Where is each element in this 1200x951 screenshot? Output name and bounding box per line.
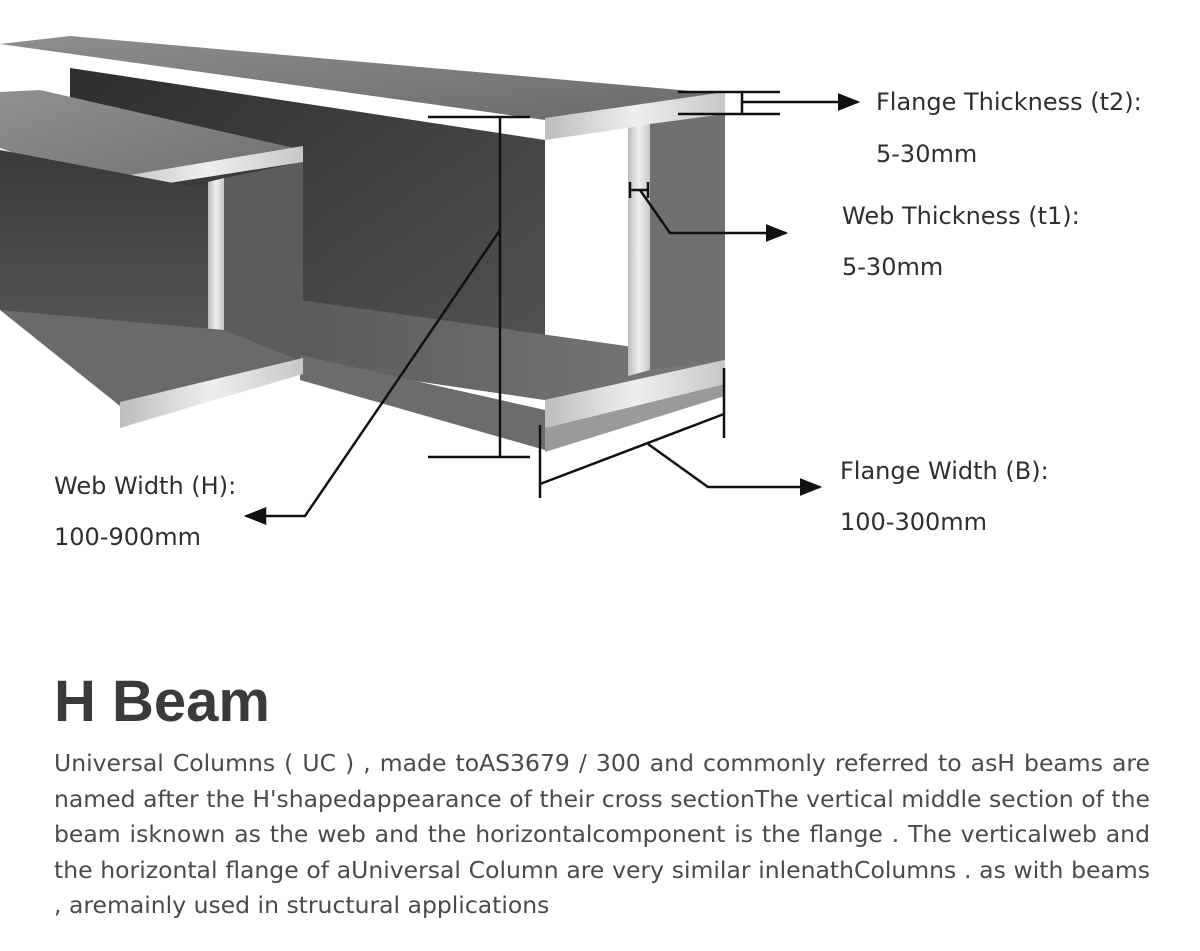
web-width-label: Web Width (H):	[54, 472, 237, 500]
flange-thickness-label: Flange Thickness (t2):	[876, 88, 1142, 116]
flange-width-value: 100-300mm	[840, 508, 988, 536]
web-thickness-label: Web Thickness (t1):	[842, 202, 1080, 230]
flange-width-label: Flange Width (B):	[840, 457, 1049, 485]
small-h-beam	[0, 90, 303, 428]
flange-thickness-value: 5-30mm	[876, 140, 978, 168]
description-text: Universal Columns ( UC ) , made toAS3679 / 300 and commonly referred to asH beams are named after the H'shapedappearance of their cross sectionThe vertical middle section of the beam isknown as the web and the horizontalcomponent is the flange . The verticalweb and the horizontal flange of aUniversal Column are very similar inlenathColumns . as with beams , aremainly used in structural applications	[54, 749, 1150, 919]
web-thickness-value: 5-30mm	[842, 253, 944, 281]
web-width-value: 100-900mm	[54, 523, 202, 551]
page-title: H Beam	[54, 669, 270, 734]
